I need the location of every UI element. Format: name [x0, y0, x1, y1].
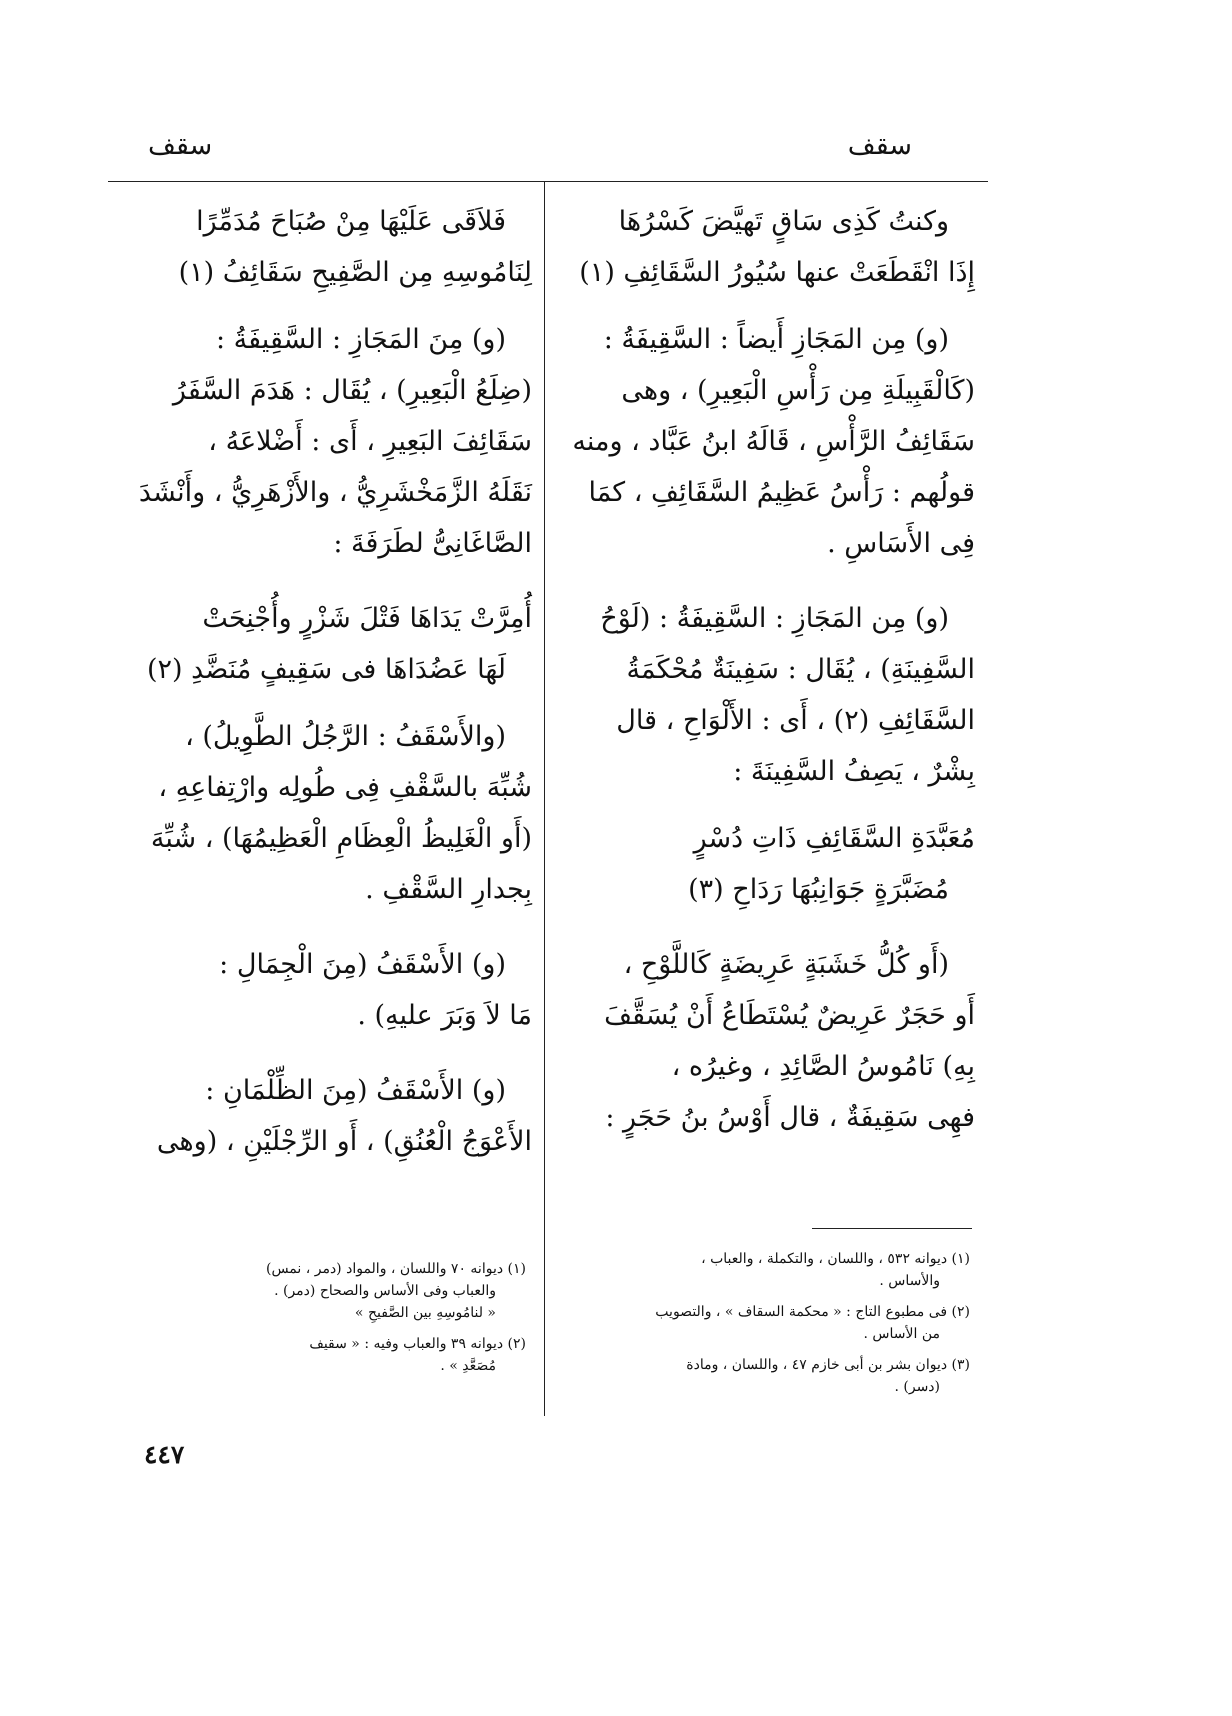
right-column: [565, 196, 975, 1143]
text-line: (كَالْقَبِيلَةِ مِن رَأْسِ الْبَعِيرِ) ، وهى: [621, 375, 975, 406]
footnote: (٢) ديوانه ٣٩ والعباب وفيه : « سقيف: [309, 1336, 526, 1352]
verse-line: مُضَبَّرَةٍ جَوَانِبُهَا رَدَاحِ (٣): [688, 874, 949, 905]
text-line: فِى الأَسَاسِ .: [827, 528, 975, 559]
text-line: (و) الأَسْقَفُ (مِنَ الظِّلْمَانِ :: [205, 1075, 506, 1106]
footnotes-left: [110, 1258, 526, 1386]
verse-line: وكنتُ كَذِى سَاقٍ تَهيَّضَ كَسْرُهَا: [618, 206, 949, 237]
text-line: بِشْرٌ ، يَصِفُ السَّفِينَةَ :: [733, 756, 975, 787]
verse-line: أُمِرَّتْ يَدَاهَا فَتْلَ شَزْرٍ وأُجْنِحَتْ: [202, 603, 532, 634]
text-line: (أَو الْغَلِيظُ الْعِظَامِ الْعَظِيمُهَا) ، شُبِّهَ: [150, 823, 532, 854]
verse-line: لَهَا عَضُدَاهَا فى سَقِيفٍ مُنَضَّدِ (٢): [146, 654, 506, 685]
left-column: [118, 196, 532, 1167]
text-line: نَقَلَهُ الزَّمَخْشَرِيُّ ، والأَزْهَرِيُّ ، وأَنْشَدَ: [138, 477, 532, 508]
verse-line: فَلاَقَى عَلَيْهَا مِنْ صُبَاحَ مُدَمِّرًا: [196, 206, 506, 237]
text-line: مَا لاَ وَبَرَ عليهِ) .: [357, 1000, 532, 1031]
verse-line: لِنَامُوسِهِ مِن الصَّفِيحِ سَقَائِفُ (١): [178, 257, 532, 288]
text-line: (و) مِن المَجَازِ : السَّقِيفَةُ : (لَوْحُ: [600, 603, 949, 634]
text-line: بِهِ) نَامُوسُ الصَّائِدِ ، وغيرُه ،: [671, 1051, 975, 1082]
footnotes-right: [580, 1248, 970, 1407]
header-rule: [108, 181, 988, 182]
footnote: (٣) ديوان بشر بن أبى خازم ٤٧ ، واللسان ، ومادة: [686, 1357, 970, 1373]
footnote: (٢) فى مطبوع التاج : « محكمة السقاف » ، والتصويب: [655, 1304, 970, 1320]
footnote-continuation: « لنامُوسِهِ بين الصَّفيحِ »: [354, 1305, 496, 1321]
footnote-rule: [812, 1228, 972, 1229]
text-line: (ضِلَعُ الْبَعِيرِ) ، يُقَال : هَدَمَ السَّفَرُ: [172, 375, 532, 406]
text-line: أَو حَجَرٌ عَرِيضٌ يُسْتَطَاعُ أَنْ يُسَقَّفَ: [604, 1000, 975, 1031]
text-line: السَّفِينَةِ) ، يُقَال : سَفِينَةٌ مُحْكَمَةُ: [626, 654, 975, 685]
text-line: الصَّاغَانِىُّ لطَرَفَةَ :: [333, 528, 532, 559]
footnote-continuation: والعباب وفى الأساس والصحاح (دمر) .: [274, 1283, 496, 1299]
text-line: سَقَائِفُ الرَّأْسِ ، قَالَهُ ابنُ عَبَّاد ، ومنه: [572, 426, 975, 457]
text-line: السَّقَائِفِ (٢) ، أَى : الأَلْوَاحِ ، قال: [616, 705, 975, 736]
text-line: (أَو كُلُّ خَشَبَةٍ عَرِيضَةٍ كَاللَّوْحِ ،: [623, 949, 949, 980]
text-line: قولُهم : رَأْسُ عَظِيمُ السَّقَائِفِ ، كمَا: [588, 477, 975, 508]
text-line: (و) مِنَ المَجَازِ : السَّقِيفَةُ :: [215, 324, 506, 355]
column-divider: [544, 181, 545, 1416]
running-header-left: سقف: [148, 130, 213, 161]
verse-line: مُعَبَّدَةِ السَّقَائِفِ ذَاتِ دُسْرٍ: [693, 823, 975, 854]
page-number: ٤٤٧: [144, 1440, 185, 1469]
text-line: فهِى سَقِيفَةٌ ، قال أَوْسُ بنُ حَجَرٍ :: [605, 1102, 975, 1133]
footnote-continuation: مُصَعَّدِ » .: [440, 1358, 496, 1374]
text-line: (والأَسْقَفُ : الرَّجُلُ الطَّوِيلُ) ،: [185, 721, 506, 752]
text-line: سَقَائِفَ البَعِيرِ ، أَى : أَضْلاعَهُ ،: [208, 426, 532, 457]
text-line: الأَعْوَجُ الْعُنُقِ) ، أَو الرِّجْلَيْنِ ، (وهى: [156, 1126, 532, 1157]
text-line: شُبِّهَ بالسَّقْفِ فِى طُولِه وارْتِفاعِهِ ،: [158, 772, 532, 803]
footnote-continuation: (دسر) .: [894, 1379, 940, 1395]
running-header-right: سقف: [847, 130, 912, 161]
footnote: (١) ديوانه ٥٣٢ ، واللسان ، والتكملة ، والعباب ،: [701, 1251, 970, 1267]
text-line: بِجدارِ السَّقْفِ .: [365, 874, 532, 905]
footnote: (١) ديوانه ٧٠ واللسان ، والمواد (دمر ، نمس): [266, 1261, 526, 1277]
text-line: (و) الأَسْقَفُ (مِنَ الْجِمَالِ :: [219, 949, 506, 980]
footnote-continuation: من الأساس .: [863, 1326, 940, 1342]
text-line: (و) مِن المَجَازِ أَيضاً : السَّقِيفَةُ :: [603, 324, 949, 355]
verse-line: إِذَا انْقَطَعَتْ عنها سُيُورُ السَّقَائِفِ (١): [579, 257, 975, 288]
footnote-continuation: والأساس .: [879, 1273, 940, 1289]
